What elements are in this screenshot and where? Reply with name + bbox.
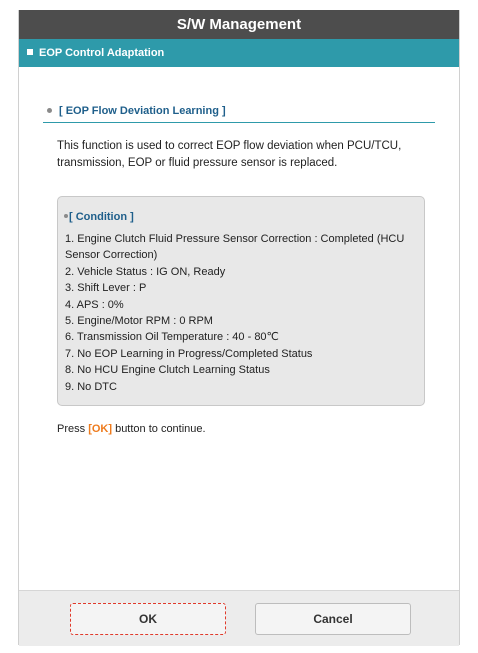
condition-item: 1. Engine Clutch Fluid Pressure Sensor Correction : Completed (HCU Sensor Correction) <box>65 233 405 262</box>
prompt-text-before: Press <box>57 423 89 435</box>
condition-heading-label: [ Condition ] <box>69 211 134 223</box>
section-heading <box>43 104 435 123</box>
section-description: This function is used to correct EOP flow deviation when PCU/TCU, transmission, EOP or fluid pressure sensor is replaced. <box>57 140 402 169</box>
subtitle-label: EOP Control Adaptation <box>39 47 165 59</box>
bullet-dot-icon <box>47 108 52 113</box>
condition-heading <box>64 211 134 223</box>
condition-item: 4. APS : 0% <box>65 298 124 311</box>
prompt-ok-word: [OK] <box>88 423 113 435</box>
condition-item: 8. No HCU Engine Clutch Learning Status <box>65 364 270 377</box>
condition-item: 9. No DTC <box>65 380 117 393</box>
square-bullet-icon <box>27 49 33 55</box>
button-footer <box>19 590 459 646</box>
cancel-button[interactable]: Cancel <box>255 603 411 635</box>
ok-button[interactable]: OK <box>70 603 226 635</box>
prompt-text-after: button to continue. <box>112 423 206 435</box>
condition-list <box>65 231 415 395</box>
condition-item: 7. No EOP Learning in Progress/Completed Status <box>65 347 313 360</box>
condition-item: 6. Transmission Oil Temperature : 40 - 80℃ <box>65 331 279 344</box>
condition-item: 2. Vehicle Status : IG ON, Ready <box>65 265 226 278</box>
condition-item: 5. Engine/Motor RPM : 0 RPM <box>65 315 213 328</box>
condition-item: 3. Shift Lever : P <box>65 282 147 295</box>
bullet-dot-icon <box>64 214 68 218</box>
subtitle-bar <box>19 39 459 67</box>
window-title: S/W Management <box>19 10 459 39</box>
section-heading-label: [ EOP Flow Deviation Learning ] <box>59 105 226 117</box>
continue-prompt <box>57 423 206 435</box>
sw-management-window <box>18 10 460 645</box>
condition-box <box>57 196 425 406</box>
